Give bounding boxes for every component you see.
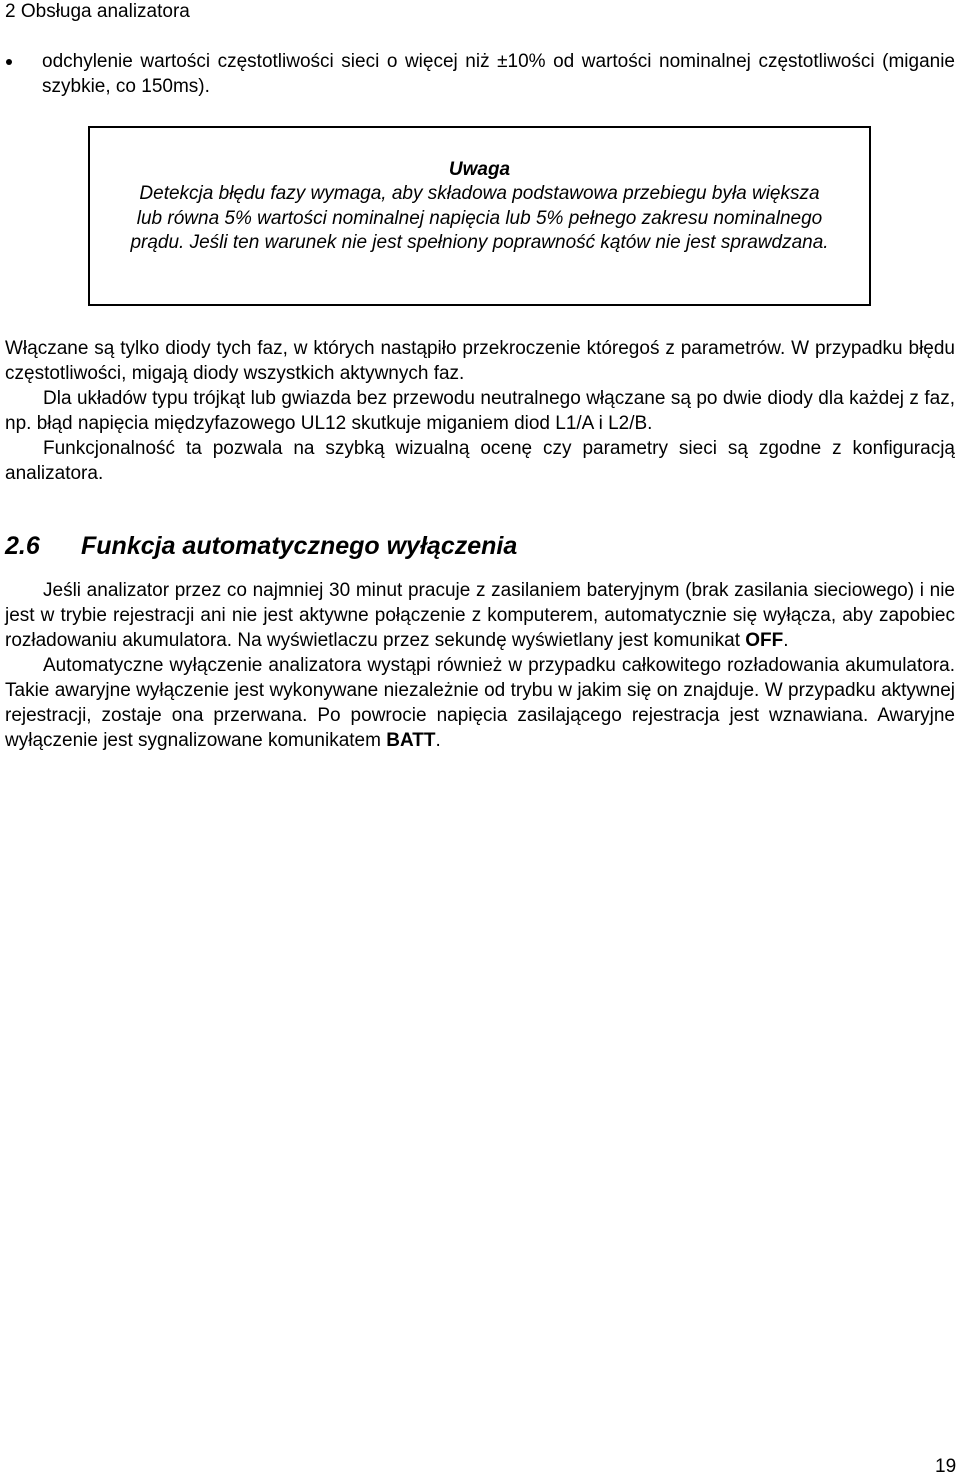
message-off: OFF (745, 630, 784, 651)
page-number: 19 (935, 1456, 957, 1477)
paragraph-end: . (783, 630, 789, 651)
paragraph: Dla układów typu trójkąt lub gwiazda bez przewodu neutralnego włączane są po dwie diody dla każdej z faz, np. błąd napięcia międzyfazowego UL12 skutkuje miganiem diod L1/A i L2/B. (5, 388, 955, 434)
paragraph: Funkcjonalność ta pozwala na szybką wizualną ocenę czy parametry sieci są zgodne z konfiguracją analizatora. (5, 438, 955, 484)
paragraph (5, 653, 955, 753)
paragraph: Włączane są tylko diody tych faz, w których nastąpiło przekroczenie któregoś z parametrów. W przypadku błędu częstotliwości, migają diody wszystkich aktywnych faz. (5, 338, 955, 384)
message-batt: BATT (386, 730, 436, 751)
bullet-dot-icon (6, 59, 12, 65)
section-title: Funkcja automatycznego wyłączenia (81, 532, 518, 560)
note-body: Detekcja błędu fazy wymaga, aby składowa podstawowa przebiegu była większa lub równa 5% wartości nominalnej napięcia lub 5% pełnego zakresu nominalnego prądu. Jeśli ten warunek nie jest spełniony poprawność kątów nie jest sprawdzana. (130, 183, 829, 253)
led-description (5, 336, 955, 486)
section-body (5, 578, 955, 753)
paragraph (5, 578, 955, 653)
section-number: 2.6 (5, 532, 40, 560)
bullet-list (0, 49, 955, 99)
section-heading (5, 531, 517, 561)
running-header: 2 Obsługa analizatora (5, 1, 190, 22)
paragraph-end: . (435, 730, 441, 751)
list-item (0, 49, 955, 99)
paragraph-text: Jeśli analizator przez co najmniej 30 minut pracuje z zasilaniem bateryjnym (brak zasilania sieciowego) i nie jest w trybie rejestracji ani nie jest aktywne połączenie z komputerem, automatycznie się wyłącza, aby zapobiec rozładowaniu akumulatora. Na wyświetlaczu przez sekundę wyświetlany jest komunikat (5, 580, 955, 651)
note-title: Uwaga (448, 159, 511, 180)
list-item-text: odchylenie wartości częstotliwości sieci o więcej niż ±10% od wartości nominalnej częstotliwości (miganie szybkie, co 150ms). (42, 51, 955, 97)
paragraph-text: Automatyczne wyłączenie analizatora wystąpi również w przypadku całkowitego rozładowania akumulatora. Takie awaryjne wyłączenie jest wykonywane niezależnie od trybu w jakim się on znajduje. W przypadku aktywnej rejestracji, zostaje ona przerwana. Po powrocie napięcia zasilającego rejestracja jest wznawiana. Awaryjne wyłączenie jest sygnalizowane komunikatem (5, 655, 955, 751)
note-box (88, 126, 871, 306)
